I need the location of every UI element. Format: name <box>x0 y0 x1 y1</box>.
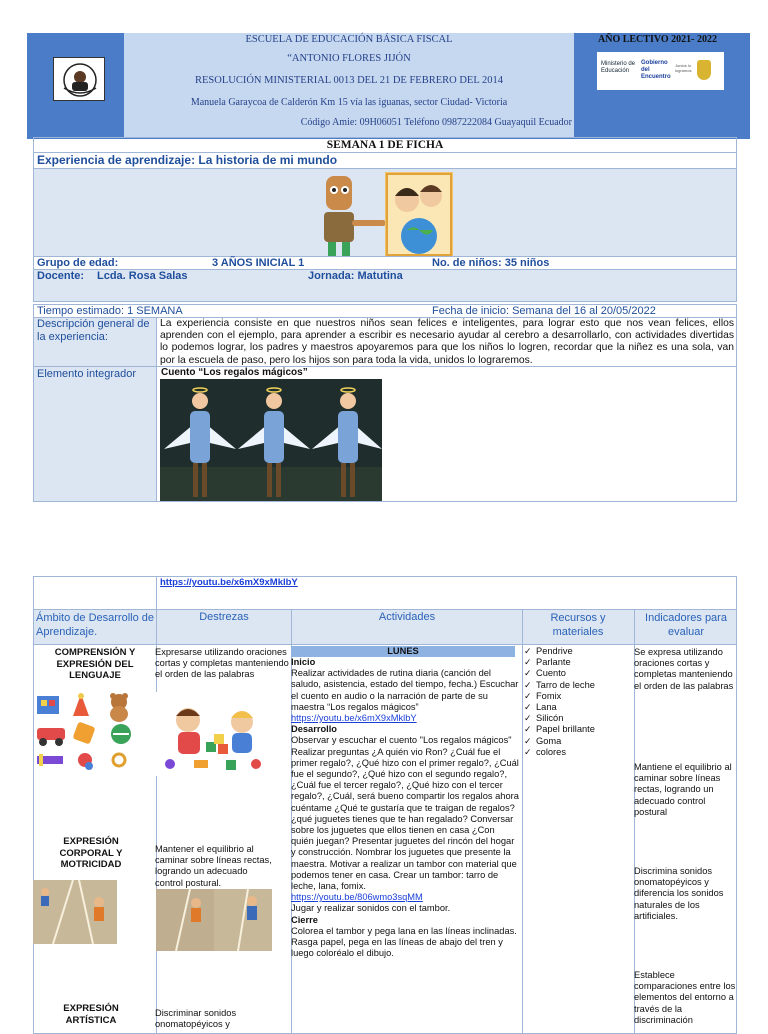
resource-item: ✓ Lana <box>524 702 632 713</box>
activities-inicio-link[interactable]: https://youtu.be/x6mX9xMklbY <box>291 713 417 724</box>
children-count: No. de niños: 35 niños <box>432 257 550 269</box>
ambito-motor: EXPRESIÓN CORPORAL Y MOTRICIDAD <box>59 836 123 870</box>
skill-language: Expresarse utilizando oraciones cortas y completas manteniendo el orden de las palabras <box>155 647 289 680</box>
kids-globe-illustration <box>385 172 453 257</box>
school-seal-logo <box>53 57 105 101</box>
resource-item: ✓ Pendrive <box>524 646 632 657</box>
resource-item: ✓ colores <box>524 747 632 758</box>
th-indicadores: Indicadores para evaluar <box>645 612 727 638</box>
th-recursos: Recursos y materiales <box>550 612 606 638</box>
ambito-language: COMPRENSIÓN Y EXPRESIÓN DEL LENGUAJE <box>54 647 136 681</box>
school-year: AÑO LECTIVO 2021- 2022 <box>598 34 717 45</box>
link-row-left <box>33 576 157 610</box>
school-name-2: “ANTONIO FLORES JIJÓN <box>287 53 411 64</box>
teacher-label: Docente: <box>37 270 85 282</box>
indicator-motor: Mantiene el equilibrio al caminar sobre líneas rectas, logrando un adecuado control postural <box>634 762 732 817</box>
activities-desarrollo-label: Desarrollo <box>291 724 337 735</box>
th-ambito: Ámbito de Desarrollo de Aprendizaje. <box>36 612 155 638</box>
description-label: Descripción general de la experiencia: <box>37 318 150 343</box>
balance-photo-1 <box>33 880 117 944</box>
school-address: Manuela Garaycoa de Calderón Km 15 vía las iguanas, sector Ciudad- Victoria <box>190 97 508 108</box>
gov-logo-text: Gobierno del Encuentro <box>641 60 671 80</box>
story-video-link[interactable]: https://youtu.be/x6mX9xMklbY <box>160 577 298 588</box>
skill-art: Discriminar sonidos onomatopéyicos y <box>155 1008 237 1030</box>
school-contact: Código Amie: 09H06051 Teléfono 0987222084 Guayaquil Ecuador <box>300 117 572 128</box>
activities-inicio-label: Inicio <box>291 657 316 667</box>
week-title-row <box>33 137 737 153</box>
activities-desarrollo-after: Jugar y realizar sonidos con el tambor. <box>291 903 451 914</box>
resource-item: ✓ Cuento <box>524 668 632 679</box>
experience-row <box>33 152 737 169</box>
integrator-label: Elemento integrador <box>37 368 137 380</box>
indicator-comparisons: Establece comparaciones entre los elementos del entorno a través de la discriminación <box>634 970 736 1025</box>
kids-playing-illustration <box>156 692 274 776</box>
activities-body <box>291 657 519 959</box>
robot-illustration <box>316 172 386 257</box>
resource-item: ✓ Parlante <box>524 657 632 668</box>
week-title: SEMANA 1 DE FICHA <box>326 139 444 151</box>
experience-title: Experiencia de aprendizaje: La historia de mi mundo <box>37 153 338 167</box>
school-name: ESCUELA DE EDUCACIÓN BÁSICA FISCAL <box>245 34 453 45</box>
age-group-value: 3 AÑOS INICIAL 1 <box>212 257 305 269</box>
ministry-logo-text: Ministerio de Educación <box>601 61 636 74</box>
school-resolution: RESOLUCIÓN MINISTERIAL 0013 DEL 21 DE FEBRERO DEL 2014 <box>195 75 503 86</box>
resource-item: ✓ Papel brillante <box>524 724 632 735</box>
th-destrezas: Destrezas <box>199 611 249 623</box>
skill-motor: Mantener el equilibrio al caminar sobre líneas rectas, logrando un adecuado control postural. <box>155 844 272 888</box>
ecuador-coat-icon <box>697 60 711 80</box>
story-title: Cuento “Los regalos mágicos” <box>161 367 308 378</box>
age-group-row <box>33 256 737 270</box>
age-group-label: Grupo de edad: <box>37 257 119 269</box>
activities-cierre-text: Colorea el tambor y pega lana en las líneas inclinadas. Rasga papel, pega en las líneas de abajo del tren y luego coloréalo el dibujo. <box>291 925 517 959</box>
ministry-logos <box>597 52 724 90</box>
toys-illustration <box>33 688 141 778</box>
indicator-sounds: Discrimina sonidos onomatopéyicos y diferencia los sonidos naturales de los artificiales. <box>634 866 724 921</box>
resource-item: ✓ Fomix <box>524 691 632 702</box>
start-date: Fecha de inicio: Semana del 16 al 20/05/2022 <box>432 305 656 317</box>
resource-item: ✓ Silicón <box>524 713 632 724</box>
time-estimated: Tiempo estimado: 1 SEMANA <box>37 305 183 317</box>
activities-desarrollo-text: Observar y escuchar el cuento "Los regalos mágicos" Realizar preguntas ¿A quién vio Ron? ¿Cuál fue el primer regalo?, ¿Qué hizo con el primer regalo?, ¿Cuál fue el segundo?, ¿Qué hizo con el segundo regalo?, ¿Cuál fue el tercer regalo?, ¿Qué hizo con el tercer regalo?, ¿Cuál, será bueno compartir los regalos ahora cuéntame ¿Qué te gustaría que te traigan de regalos? ¿qué juguetes tienes que te han regalado? Conversar sobre los juguetes que ellos tienen en casa ¿Con quién juegan? Presentar juguetes del rincón del hogar y construcción. Nombrar los juguetes que presente la maestra. Motivar a realizar un tambor con material que podemos tener en casa. Crear un tambor: tarro de leche, lana, fomix. <box>291 735 519 892</box>
activities-day: LUNES <box>387 646 419 656</box>
resource-item: ✓ Goma <box>524 736 632 747</box>
activities-day-badge <box>291 646 515 657</box>
activities-inicio-text: Realizar actividades de rutina diaria (canción del saludo, asistencia, estado del tiempo, fecha.) Escuchar el cuento en audio o la narración de parte de su maestra “Los regalos mágicos” <box>291 668 519 712</box>
activities-desarrollo-link[interactable]: https://youtu.be/806wmo3sqMM <box>291 892 423 903</box>
indicator-language: Se expresa utilizando oraciones cortas y completas manteniendo el orden de las palabras <box>634 647 734 691</box>
ambito-art: EXPRESIÓN ARTÍSTICA <box>63 1003 119 1026</box>
activities-cierre-label: Cierre <box>291 914 318 925</box>
description-text: La experiencia consiste en que nuestros niños sean felices e inteligentes, para lograr esto que nos vean felices, ellos aprenden con el ejemplo, para aprender a escribir es necesario ayudar al cerebro a desarrollarlo, con actividades divertidas lo podemos lograr, los padres y maestros apoyaremos para que los niños lo logren, recordar que la niñez es una sola, van por la escuela de paso, pero los hijos son para toda la vida, unidos lo lograremos. <box>160 318 734 366</box>
th-actividades: Actividades <box>378 611 436 623</box>
resources-list <box>524 646 632 758</box>
gov-logo-sub: Juntos lo logramos <box>675 63 692 73</box>
shift-label: Jornada: Matutina <box>308 270 403 282</box>
balance-photo-2 <box>156 889 272 951</box>
resource-item: ✓ Tarro de leche <box>524 680 632 691</box>
angels-illustration <box>160 379 382 501</box>
teacher-value: Lcda. Rosa Salas <box>97 270 188 282</box>
integrator-label-cell <box>33 366 157 502</box>
